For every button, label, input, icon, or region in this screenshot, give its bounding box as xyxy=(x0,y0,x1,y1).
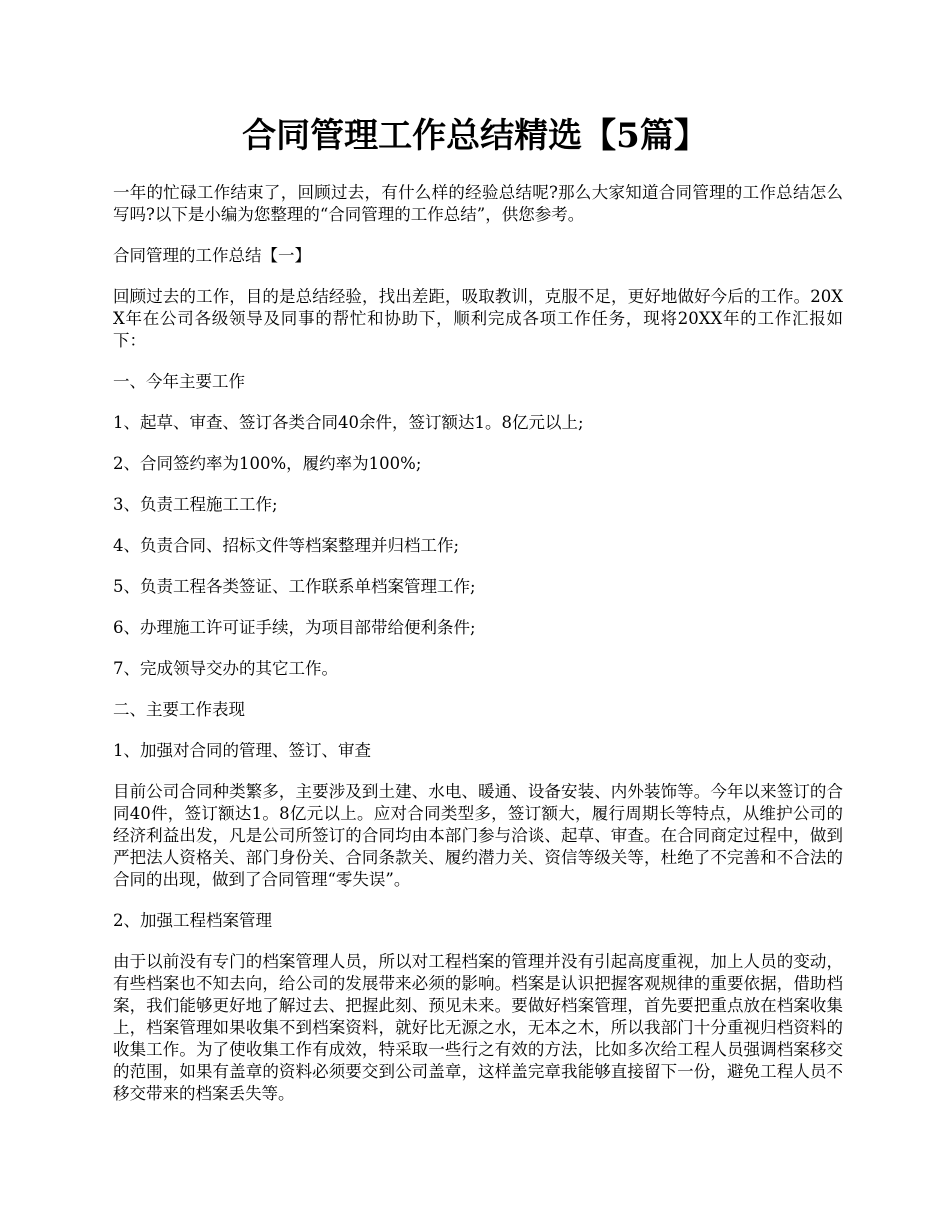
list-item: 6、办理施工许可证手续，为项目部带给便利条件; xyxy=(113,618,476,637)
paragraph: 目前公司合同种类繁多，主要涉及到土建、水电、暖通、设备安装、内外装饰等。今年以来签订的合同40件，签订额达1。8亿元以上。应对合同类型多，签订额大，履行周期长等特点，从维护公司的经济利益出发，凡是公司所签订的合同均由本部门参与洽谈、起草、审查。在合同商定过程中，做到严把法人资格关、部门身份关、合同条款关、履约潜力关、资信等级关等，杜绝了不完善和不合法的合同的出现，做到了合同管理“零失误”。 xyxy=(113,782,843,889)
section-heading: 合同管理的工作总结【一】 xyxy=(113,246,311,265)
subsection-heading: 2、加强工程档案管理 xyxy=(113,911,272,930)
list-item: 2、合同签约率为100%，履约率为100%; xyxy=(113,454,422,473)
paragraph: 回顾过去的工作，目的是总结经验，找出差距，吸取教训，克服不足，更好地做好今后的工作。20XX年在公司各级领导及同事的帮忙和协助下，顺利完成各项工作任务，现将20XX年的工作汇报如下： xyxy=(113,287,843,350)
paragraph: 由于以前没有专门的档案管理人员，所以对工程档案的管理并没有引起高度重视，加上人员的变动，有些档案也不知去向，给公司的发展带来必须的影响。档案是认识把握客观规律的重要依据，借助档案，我们能够更好地了解过去、把握此刻、预见未来。要做好档案管理，首先要把重点放在档案收集上，档案管理如果收集不到档案资料，就好比无源之水，无本之木，所以我部门十分重视归档资料的收集工作。为了使收集工作有成效，特采取一些行之有效的方法，比如多次给工程人员强调档案移交的范围，如果有盖章的资料必须要交到公司盖章，这样盖完章我能够直接留下一份，避免工程人员不移交带来的档案丢失等。 xyxy=(113,952,843,1103)
section-heading: 一、今年主要工作 xyxy=(113,372,245,391)
list-item: 5、负责工程各类签证、工作联系单档案管理工作; xyxy=(113,577,476,596)
section-heading: 二、主要工作表现 xyxy=(113,700,245,719)
document-title: 合同管理工作总结精选【5篇】 xyxy=(242,116,708,156)
list-item: 3、负责工程施工工作; xyxy=(113,495,278,514)
list-item: 1、起草、审查、签订各类合同40余件，签订额达1。8亿元以上; xyxy=(113,413,584,432)
list-item: 4、负责合同、招标文件等档案整理并归档工作; xyxy=(113,536,460,555)
subsection-heading: 1、加强对合同的管理、签订、审查 xyxy=(113,741,371,760)
document-body xyxy=(113,182,843,1124)
intro-paragraph: 一年的忙碌工作结束了，回顾过去，有什么样的经验总结呢?那么大家知道合同管理的工作总结怎么写吗?以下是小编为您整理的“合同管理的工作总结”，供您参考。 xyxy=(113,183,843,224)
list-item: 7、完成领导交办的其它工作。 xyxy=(113,659,338,678)
